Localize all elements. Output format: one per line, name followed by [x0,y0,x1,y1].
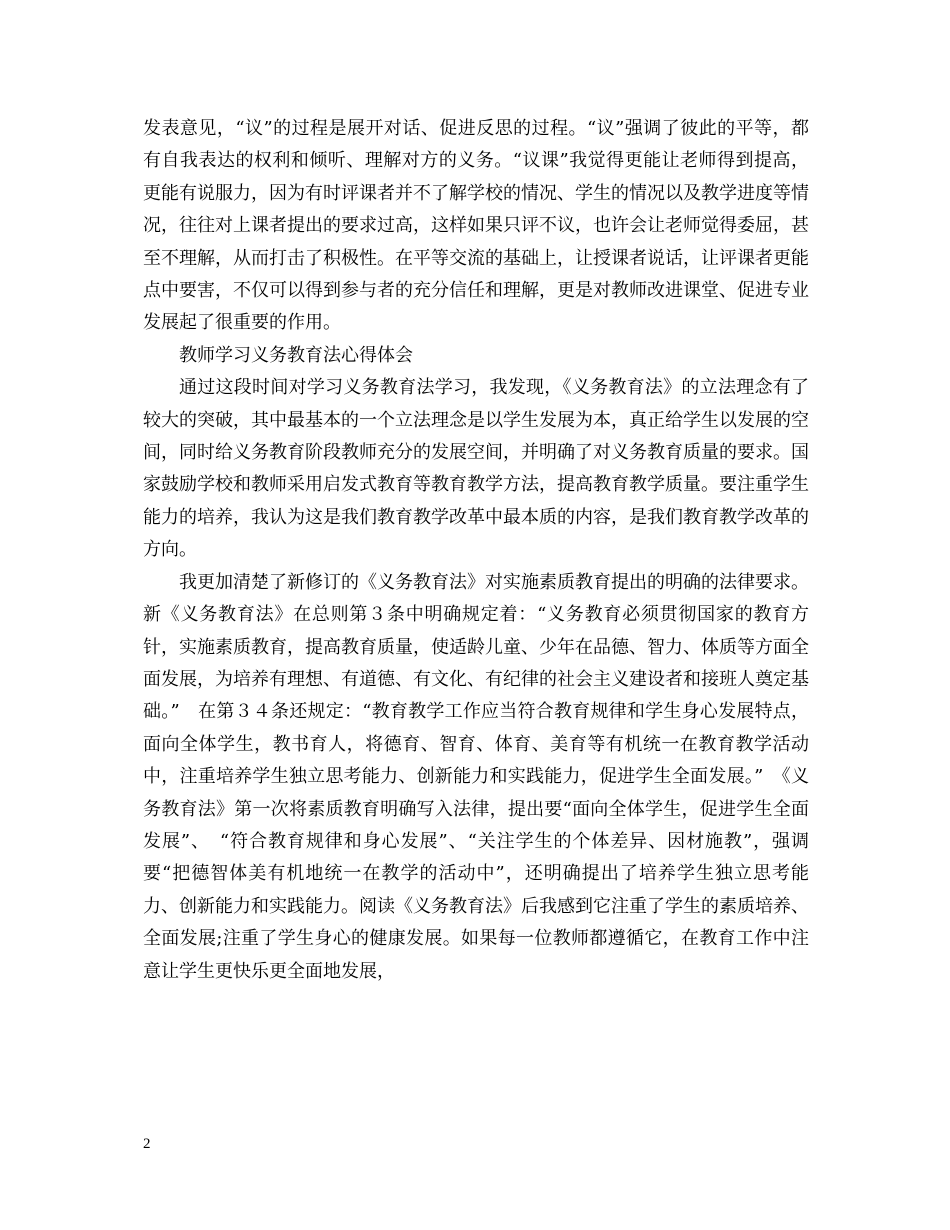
page-number: 2 [143,1136,151,1152]
paragraph-continuation: 发表意见，“议”的过程是展开对话、促进反思的过程。“议”强调了彼此的平等，都有自我表达的权利和倾听、理解对方的义务。“议课”我觉得更能让老师得到提高，更能有说服力，因为有时评课者并不了解学校的情况、学生的情况以及教学进度等情况，往往对上课者提出的要求过高，这样如果只评不议，也许会让老师觉得委屈，甚至不理解，从而打击了积极性。在平等交流的基础上，让授课者说话，让评课者更能点中要害，不仅可以得到参与者的充分信任和理解，更是对教师改进课堂、促进专业发展起了很重要的作用。 [143,118,809,334]
document-body [143,113,809,988]
section-heading: 教师学习义务教育法心得体会 [179,344,413,366]
paragraph-quality-education: 我更加清楚了新修订的《义务教育法》对实施素质教育提出的明确的法律要求。新《义务教育法》在总则第３条中明确规定着：“义务教育必须贯彻国家的教育方针，实施素质教育，提高教育质量，使适龄儿童、少年在品德、智力、体质等方面全面发展，为培养有理想、有道德、有文化、有纪律的社会主义建设者和接班人奠定基础。” 在第３４条还规定：“教育教学工作应当符合教育规律和学生身心发展特点，面向全体学生，教书育人，将德育、智育、体育、美育等有机统一在教育教学活动中，注重培养学生独立思考能力、创新能力和实践能力，促进学生全面发展。” 《义务教育法》第一次将素质教育明确写入法律，提出要“面向全体学生，促进学生全面发展”、 “符合教育规律和身心发展”、“关注学生的个体差异、因材施教”，强调要“把德智体美有机地统一在教学的活动中”，还明确提出了培养学生独立思考能力、创新能力和实践能力。阅读《义务教育法》后我感到它注重了学生的素质培养、全面发展;注重了学生身心的健康发展。如果每一位教师都遵循它，在教育工作中注意让学生更快乐更全面地发展， [143,571,809,982]
paragraph-legislative-concept: 通过这段时间对学习义务教育法学习，我发现，《义务教育法》的立法理念有了较大的突破，其中最基本的一个立法理念是以学生发展为本，真正给学生以发展的空间，同时给义务教育阶段教师充分的发展空间，并明确了对义务教育质量的要求。国家鼓励学校和教师采用启发式教育等教育教学方法，提高教育教学质量。要注重学生能力的培养，我认为这是我们教育教学改革中最本质的内容，是我们教育教学改革的方向。 [143,377,809,561]
